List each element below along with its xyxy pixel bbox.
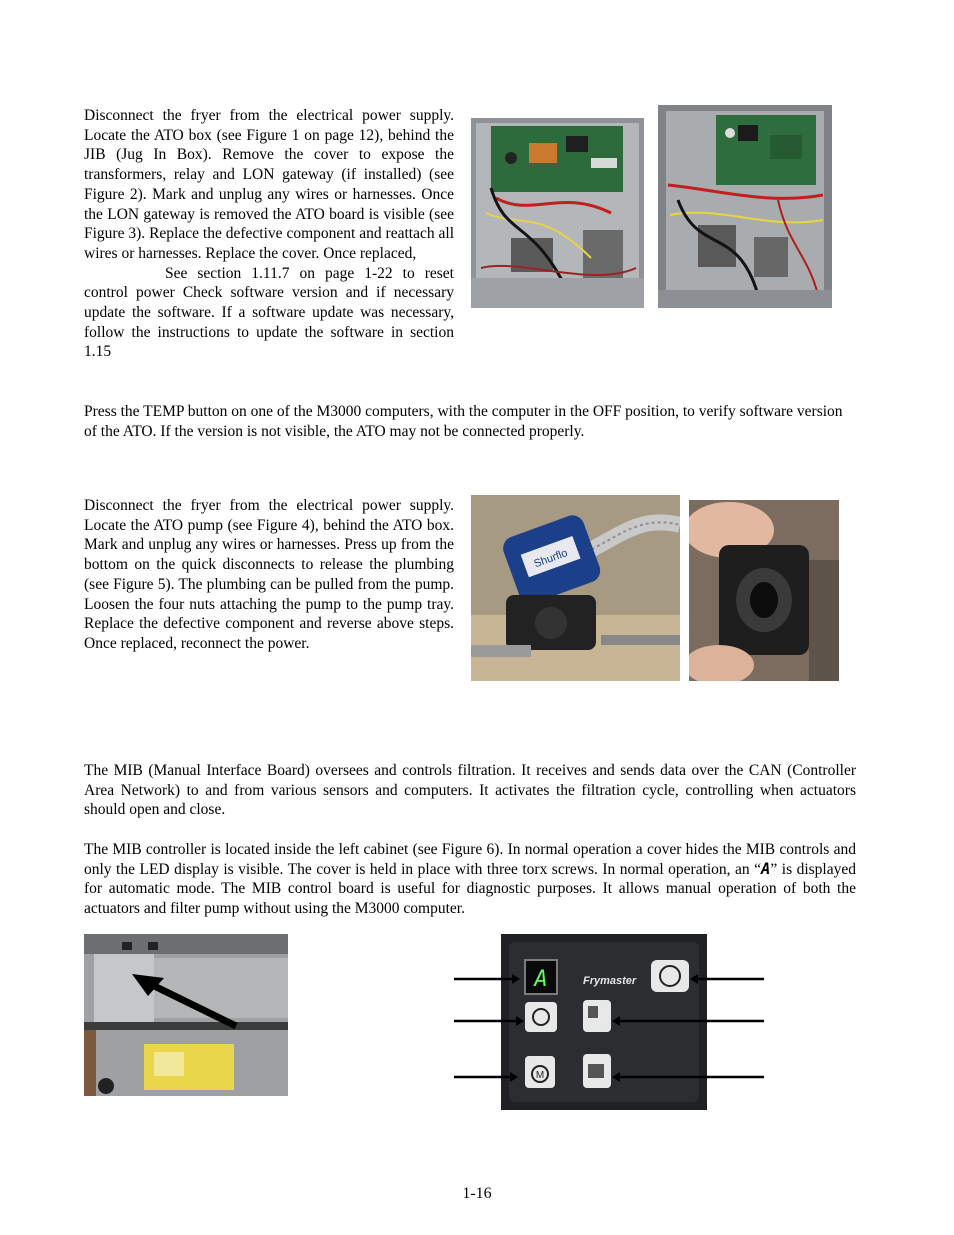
- ato-board-photo: [658, 105, 832, 308]
- page-number: 1-16: [462, 1185, 492, 1202]
- quick-disconnect-photo: [689, 500, 839, 681]
- ato-box-photo: [471, 118, 644, 308]
- automatic-mode-char: A: [761, 859, 771, 878]
- led-display-char: A: [534, 967, 548, 992]
- ato-replace-text: [84, 106, 454, 362]
- pump-brand-label: Shurflo: [532, 547, 570, 571]
- mib-location-text-1: The MIB controller is located inside the left cabinet (see Figure 6). In normal operation a cover hides the MIB controls and only the LED display is visible. The cover is held in place with three torx screws. In normal operation, an “: [84, 841, 856, 878]
- left-cabinet-photo: [84, 934, 288, 1096]
- ato-pump-photo: [471, 495, 680, 681]
- frymaster-logo: Frymaster: [583, 975, 637, 987]
- ato-replace-paragraph: Disconnect the fryer from the electrical power supply. Locate the ATO box (see Figure 1 on page 12), behind the JIB (Jug In Box). Remove the cover to expose the transformers, relay and LON gateway (if installed) (see Figure 2). Mark and unplug any wires or harnesses. Once the LON gateway is removed the ATO board is visible (see Figure 3). Replace the defective component and reattach all wires or harnesses. Replace the cover. Once replaced,: [84, 107, 454, 262]
- pump-replace-paragraph: Disconnect the fryer from the electrical power supply. Locate the ATO pump (see Figure 4), behind the ATO box. Mark and unplug any wires or harnesses. Press up from the bottom on the quick disconnects to release the plumbing (see Figure 5). The plumbing can be pulled from the pump. Loosen the four nuts attaching the pump to the pump tray. Replace the defective component and reverse above steps. Once replaced, reconnect the power.: [84, 497, 454, 652]
- mib-location-paragraph: [84, 840, 856, 919]
- reset-software-paragraph: See section 1.11.7 on page 1-22 to reset control power Check software version and if necessary update the software. If a software update was necessary, follow the instructions to update the software in section 1.15: [84, 264, 454, 361]
- mib-location-text-2: ” is displayed for automatic mode. The MIB control board is useful for diagnostic purposes. It allows manual operation of both the actuators and filter pump without using the M3000 computer.: [84, 860, 856, 918]
- temp-button-paragraph: Press the TEMP button on one of the M3000 computers, with the computer in the OFF position, to verify software version of the ATO. If the version is not visible, the ATO may not be connected properly.: [84, 403, 843, 440]
- panel-callout-lines: [440, 960, 780, 1100]
- mib-overview-paragraph: The MIB (Manual Interface Board) oversees and controls filtration. It receives and sends data over the CAN (Controller Area Network) to and from various sensors and computers. It activates the filtration cycle, controlling when actuators should open and close.: [84, 762, 856, 819]
- manual-button-label: M: [535, 1070, 545, 1081]
